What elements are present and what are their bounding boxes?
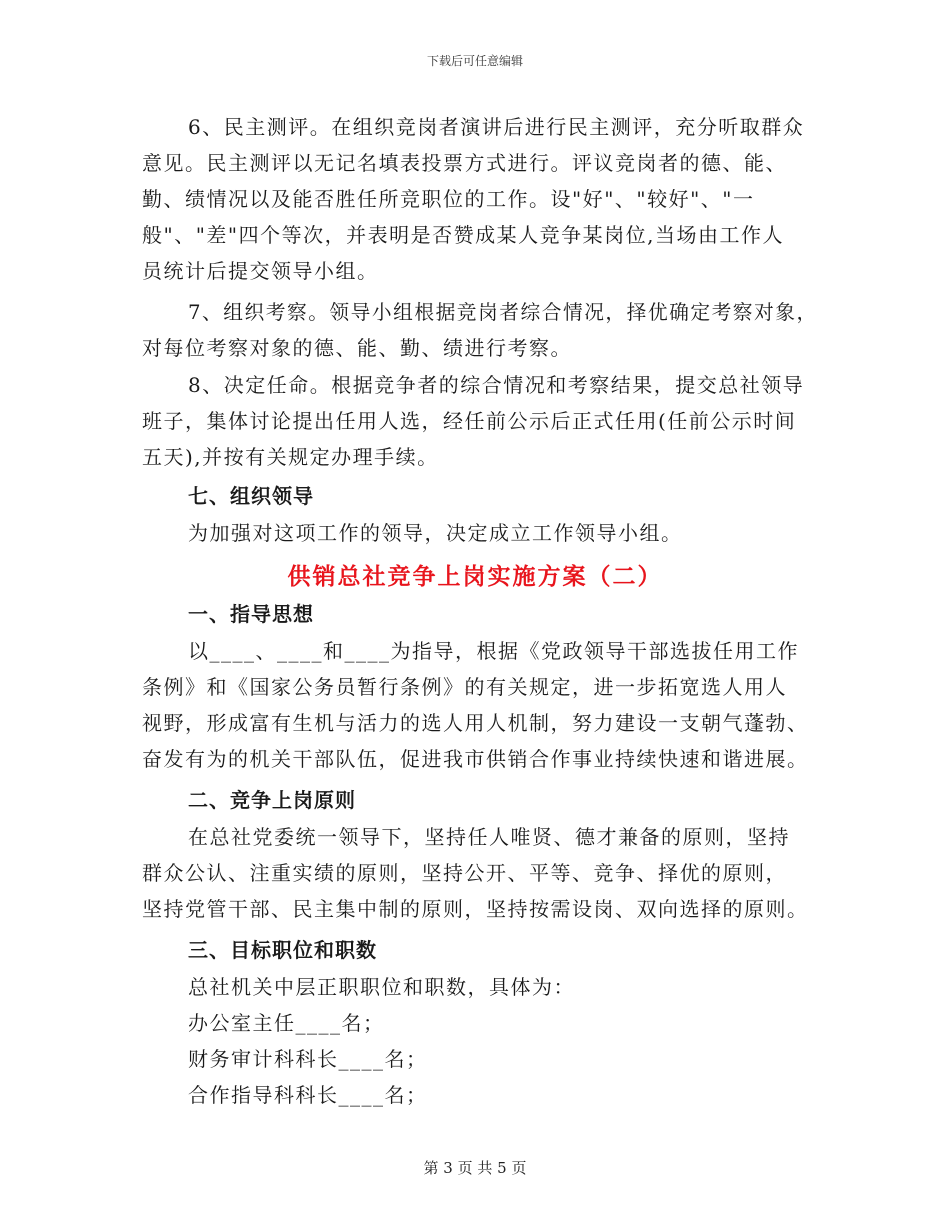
document-title: 供销总社竞争上岗实施方案（二） xyxy=(287,564,663,590)
paragraph-line: 群众公认、注重实绩的原则，坚持公开、平等、竞争、择优的原则， xyxy=(142,861,787,885)
paragraph-line: 在总社党委统一领导下，坚持任人唯贤、德才兼备的原则，坚持 xyxy=(188,825,790,849)
paragraph-line: 总社机关中层正职职位和职数，具体为： xyxy=(188,975,575,999)
paragraph-line: 条例》和《国家公务员暂行条例》的有关规定，进一步拓宽选人用人 xyxy=(142,675,787,699)
paragraph-line: 班子，集体讨论提出任用人选，经任前公示后正式任用(任前公示时间 xyxy=(142,409,797,433)
paragraph-line: 般"、"差"四个等次，并表明是否赞成某人竞争某岗位,当场由工作人 xyxy=(142,223,784,247)
paragraph-line: 为加强对这项工作的领导，决定成立工作领导小组。 xyxy=(188,521,683,545)
paragraph-line: 五天),并按有关规定办理手续。 xyxy=(142,445,439,469)
list-item: 办公室主任____名； xyxy=(188,1011,385,1035)
paragraph-line: 勤、绩情况以及能否胜任所竞职位的工作。设"好"、"较好"、"一 xyxy=(142,187,755,211)
section-heading: 二、竞争上岗原则 xyxy=(188,788,356,812)
paragraph-line: 8、决定任命。根据竞争者的综合情况和考察结果，提交总社领导 xyxy=(188,373,805,397)
paragraph-line: 坚持党管干部、民主集中制的原则，坚持按需设岗、双向选择的原则。 xyxy=(142,897,809,921)
paragraph-line: 意见。民主测评以无记名填表投票方式进行。评议竞岗者的德、能、 xyxy=(142,151,787,175)
header-note: 下载后可任意编辑 xyxy=(426,54,523,68)
section-heading: 一、指导思想 xyxy=(188,602,314,626)
paragraph-line: 视野，形成富有生机与活力的选人用人机制，努力建设一支朝气蓬勃、 xyxy=(142,711,809,735)
section-heading: 三、目标职位和职数 xyxy=(188,938,377,962)
paragraph-line: 奋发有为的机关干部队伍，促进我市供销合作事业持续快速和谐进展。 xyxy=(142,747,809,771)
section-heading: 七、组织领导 xyxy=(188,484,314,508)
paragraph-line: 对每位考察对象的德、能、勤、绩进行考察。 xyxy=(142,336,572,360)
list-item: 合作指导科科长____名； xyxy=(188,1083,428,1107)
list-item: 财务审计科科长____名； xyxy=(188,1047,428,1071)
page-number: 第 3 页 共 5 页 xyxy=(423,1159,527,1177)
paragraph-line: 以____、____和____为指导，根据《党政领导干部选拔任用工作 xyxy=(188,639,799,663)
paragraph-line: 6、民主测评。在组织竞岗者演讲后进行民主测评，充分听取群众 xyxy=(188,115,805,139)
paragraph-line: 7、组织考察。领导小组根据竞岗者综合情况，择优确定考察对象， xyxy=(188,300,818,324)
paragraph-line: 员统计后提交领导小组。 xyxy=(142,259,379,283)
